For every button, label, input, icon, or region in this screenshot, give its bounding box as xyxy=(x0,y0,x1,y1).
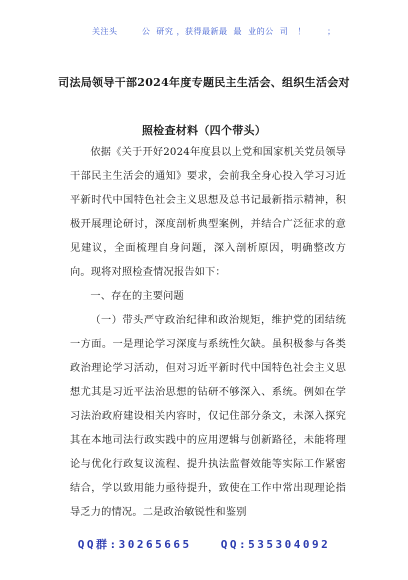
header-promo-text: 关注头 公 研究 ，获得最新最 最 业的公 司 ！ ； xyxy=(92,27,336,36)
section-heading: 一、存在的主要问题 xyxy=(90,291,184,302)
header-bar xyxy=(0,0,408,44)
intro-paragraph: 依据《关于开好2024年度县以上党和国家机关党员领导干部民主生活会的通知》要求，会前我全身心投入学习习近平新时代中国特色社会主义思想及总书记最新指示精神，积极开展理论研讨，深度剖析典型案例，并结合广泛征求的意见建议，全面梳理自身问题，深入剖析原因，明确整改方向。现将对照检查情况报告如下： xyxy=(70,147,346,278)
footer-qq-group: QQ群:30265665 xyxy=(77,538,192,551)
main-paragraph: （一）带头严守政治纪律和政治规矩，维护党的团结统一方面。一是理论学习深度与系统性欠缺。虽积极参与各类政治理论学习活动，但对习近平新时代中国特色社会主义思想尤其是习近平法治思想的钻研不够深入、系统。例如在学习法治政府建设相关内容时，仅记住部分条文，未深入探究其在本地司法行政实践中的应用逻辑与创新路径，未能将理论与优化行政复议流程、提升执法监督效能等实际工作紧密结合，学以致用能力亟待提升，致使在工作中常出现理论指导乏力的情况。二是政治敏锐性和鉴别 xyxy=(70,315,346,518)
footer-qq-number: QQ:535304092 xyxy=(220,538,331,551)
document-title-line1: 司法局领导干部2024年度专题民主生活会、组织生活会对 xyxy=(58,76,350,89)
document-title-line2: 照检查材料（四个带头） xyxy=(141,124,267,137)
document-body xyxy=(70,141,346,525)
footer-contact xyxy=(0,536,408,552)
